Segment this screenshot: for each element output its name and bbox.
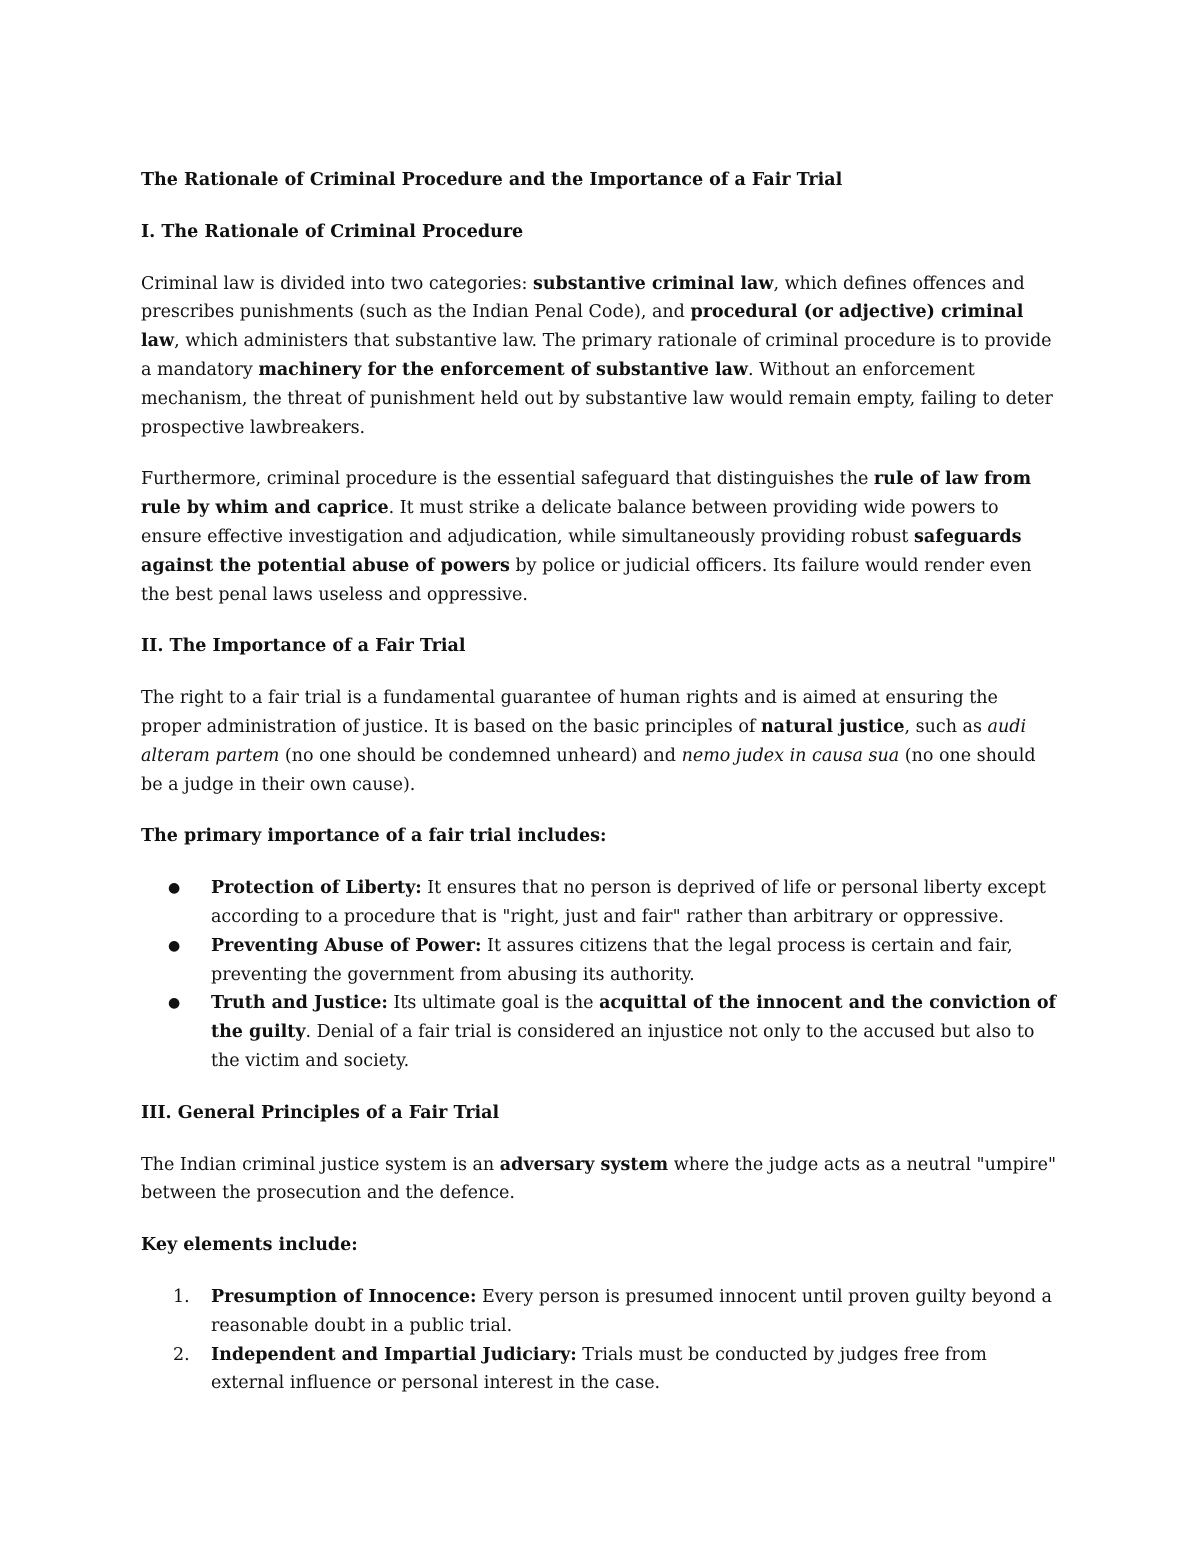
text-run: , which defines offences and prescribes punishments (such as the Indian Penal Code), and: [141, 273, 1025, 323]
latin-term: audi alteram partem: [141, 716, 1027, 766]
list-item-text: . Denial of a fair trial is considered an injustice not only to the accused but also to the victim and society.: [211, 1022, 1035, 1071]
list-item-text: It assures citizens that the legal process is certain and fair, preventing the government from abusing its authority.: [211, 935, 1013, 985]
text-run: where the judge acts as a neutral "umpire" between the prosecution and the defence.: [141, 1154, 1057, 1204]
bold-term: adversary system: [499, 1154, 669, 1175]
bullet-marker: ●: [168, 995, 181, 1012]
bold-term: substantive criminal law: [532, 273, 774, 294]
list-item-label: Protection of Liberty:: [211, 878, 422, 899]
text-run: Furthermore, criminal procedure is the essential safeguard that distinguishes the: [141, 469, 874, 490]
bold-term: procedural (or adjective) criminal law: [141, 302, 1024, 352]
list-item-text: Every person is presumed innocent until proven guilty beyond a reasonable doubt in a public trial.: [211, 1286, 1052, 1336]
key-elements-numbered-list: [141, 1283, 1061, 1398]
text-run: . Without an enforcement mechanism, the threat of punishment held out by substantive law would remain empty, failing to deter prospective lawbreakers.: [141, 359, 1053, 438]
text-run: The Indian criminal justice system is an: [141, 1154, 500, 1175]
list-item: [141, 874, 1061, 932]
bullet-marker: ●: [168, 880, 181, 897]
text-run: The right to a fair trial is a fundamental guarantee of human rights and is aimed at ensuring the proper administration of justice. It is based on the basic principles of: [141, 688, 998, 737]
section-2-heading: II. The Importance of a Fair Trial: [141, 636, 466, 657]
text-run: . It must strike a delicate balance between providing wide powers to ensure effective investigation and adjudication, while simultaneously providing robust: [141, 498, 999, 547]
importance-bullet-list: [141, 874, 1061, 1076]
list-item: [141, 989, 1061, 1075]
list-item: [141, 1283, 1061, 1341]
text-run: , such as: [904, 716, 988, 737]
document-page: [141, 166, 1061, 1398]
list-item-label: Preventing Abuse of Power:: [211, 935, 482, 956]
section-2-subheading: The primary importance of a fair trial includes:: [141, 826, 607, 847]
text-run: , which administers that substantive law. The primary rationale of criminal procedure is to provide a mandatory: [141, 331, 1052, 380]
list-item-label: Independent and Impartial Judiciary:: [211, 1344, 577, 1365]
document-title: The Rationale of Criminal Procedure and the Importance of a Fair Trial: [141, 170, 843, 190]
section-1-paragraph-2: [141, 465, 1061, 609]
text-run: by police or judicial officers. Its failure would render even the best penal laws useless and oppressive.: [141, 555, 1032, 605]
list-item: [141, 932, 1061, 990]
section-1-heading: I. The Rationale of Criminal Procedure: [141, 221, 524, 242]
list-item-label: Truth and Justice:: [211, 993, 388, 1014]
list-item-label: Presumption of Innocence:: [211, 1286, 477, 1307]
section-1-paragraph-1: [141, 270, 1061, 443]
bold-term: safeguards against the potential abuse of powers: [141, 526, 1022, 576]
list-number: 2.: [173, 1344, 190, 1365]
list-item-text: Its ultimate goal is the: [387, 993, 600, 1014]
bold-term: acquittal of the innocent and the conviction of the guilty: [211, 993, 1057, 1043]
section-3-heading: III. General Principles of a Fair Trial: [141, 1102, 500, 1123]
latin-term: nemo judex in causa sua: [681, 745, 900, 766]
section-3-subheading: Key elements include:: [141, 1235, 358, 1256]
list-item: [141, 1341, 1061, 1399]
bold-term: natural justice: [760, 716, 905, 737]
bold-term: rule of law from rule by whim and caprice: [141, 469, 1032, 519]
list-item-text: It ensures that no person is deprived of life or personal liberty except according to a procedure that is "right, just and fair" rather than arbitrary or oppressive.: [211, 878, 1046, 927]
section-3-paragraph-1: [141, 1151, 1061, 1209]
section-2-paragraph-1: [141, 684, 1061, 799]
list-number: 1.: [173, 1286, 190, 1307]
list-item-text: Trials must be conducted by judges free from external influence or personal interest in the case.: [211, 1344, 987, 1394]
bold-term: machinery for the enforcement of substantive law: [258, 359, 748, 380]
bullet-marker: ●: [168, 937, 181, 954]
text-run: Criminal law is divided into two categories:: [141, 273, 533, 294]
text-run: (no one should be a judge in their own cause).: [141, 745, 1036, 795]
text-run: (no one should be condemned unheard) and: [279, 745, 682, 766]
